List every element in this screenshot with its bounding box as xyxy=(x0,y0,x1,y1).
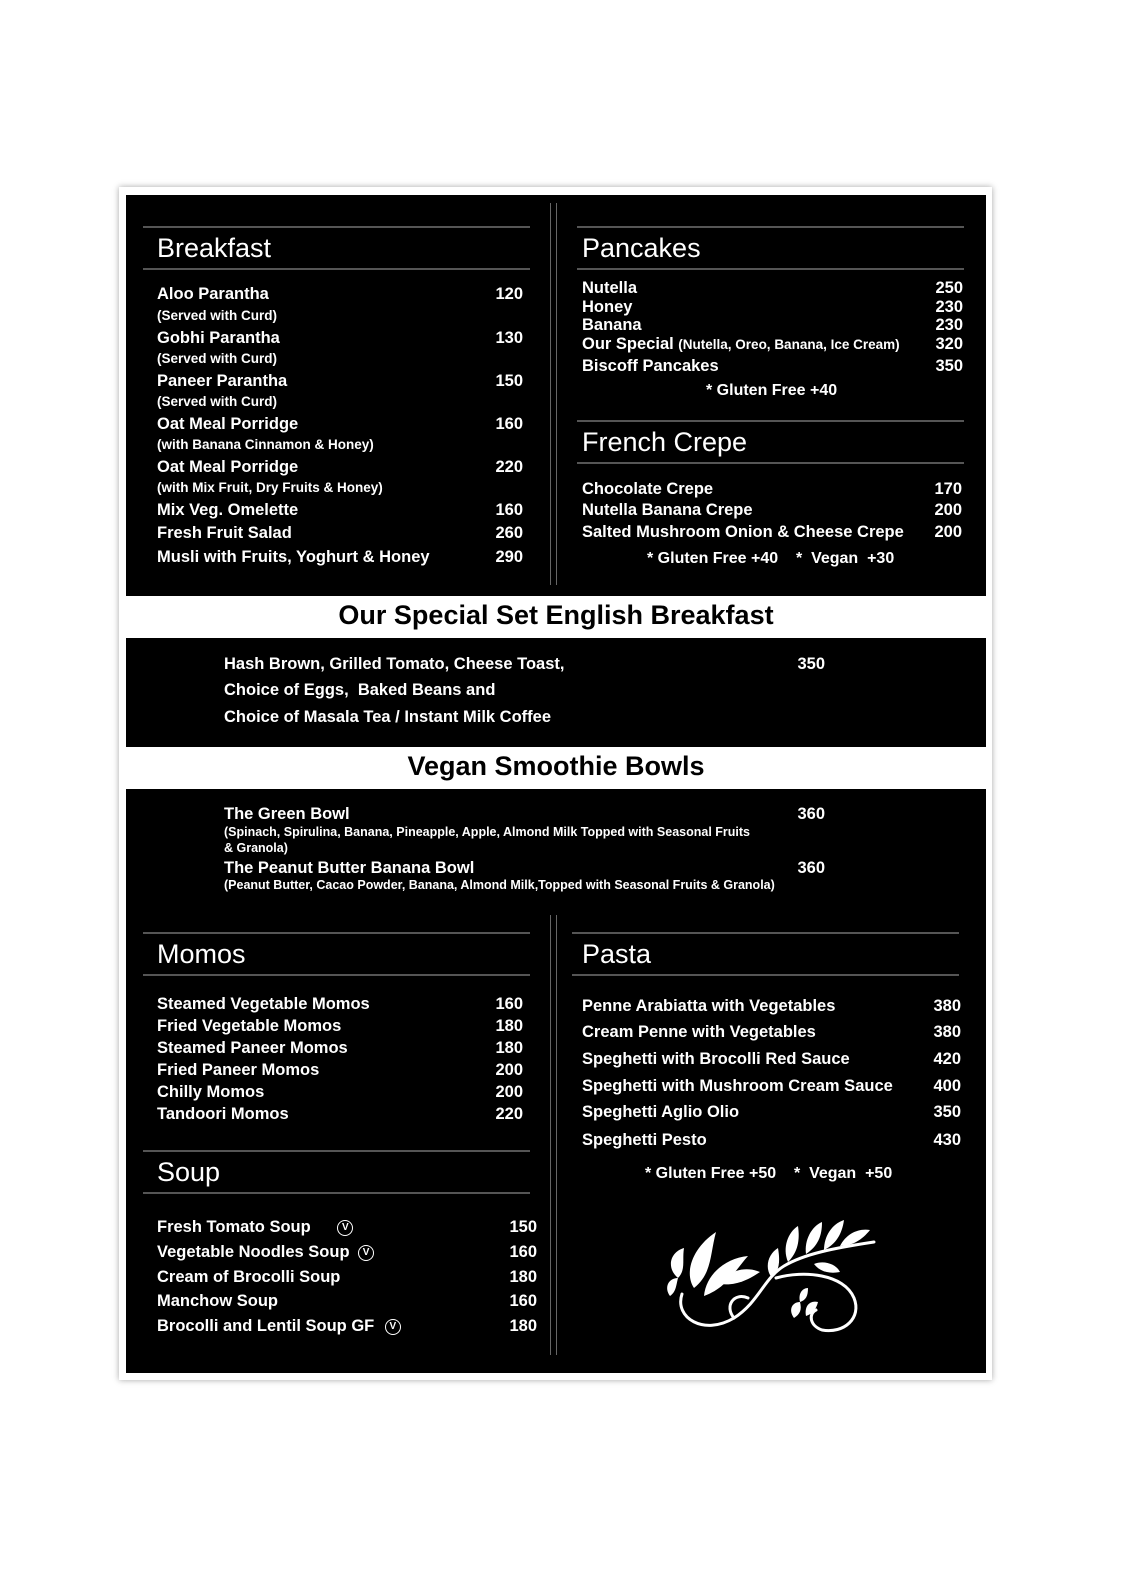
breakfast-item-6: Mix Veg. Omelette xyxy=(157,501,299,519)
momos-item-2: Fried Vegetable Momos xyxy=(157,1017,342,1035)
pancake-item-2: Honey xyxy=(582,298,633,316)
pancake-price-4: 320 xyxy=(935,335,963,353)
pasta-price-5: 350 xyxy=(933,1103,961,1121)
smoothie-note-1a: (Spinach, Spirulina, Banana, Pineapple, Apple, Almond Milk Topped with Seasonal Fruits xyxy=(224,825,750,839)
english-line-2: Choice of Eggs, Baked Beans and xyxy=(224,681,496,699)
soup-item-1-name: Fresh Tomato Soup xyxy=(157,1218,311,1236)
pancakes-extras: * Gluten Free +40 xyxy=(706,382,838,399)
breakfast-note-2: (Served with Curd) xyxy=(157,351,278,366)
momos-title: Momos xyxy=(143,932,530,976)
vegan-mark-icon: V xyxy=(385,1319,401,1335)
pancake-item-1: Nutella xyxy=(582,279,638,297)
crepe-title: French Crepe xyxy=(577,420,964,464)
top-divider xyxy=(550,203,557,585)
momos-item-5: Chilly Momos xyxy=(157,1083,265,1101)
crepe-price-2: 200 xyxy=(934,501,962,519)
pancake-item-4-note: (Nutella, Oreo, Banana, Ice Cream) xyxy=(678,337,900,352)
smoothie-title: Vegan Smoothie Bowls xyxy=(126,747,986,789)
breakfast-note-3: (Served with Curd) xyxy=(157,394,278,409)
pasta-price-1: 380 xyxy=(933,997,961,1015)
pasta-price-2: 380 xyxy=(933,1023,961,1041)
crepe-item-1: Chocolate Crepe xyxy=(582,480,714,498)
breakfast-item-2: Gobhi Parantha xyxy=(157,329,280,347)
pasta-extras: * Gluten Free +50 * Vegan +50 xyxy=(645,1165,893,1182)
momos-price-1: 160 xyxy=(495,995,523,1013)
english-line-1: Hash Brown, Grilled Tomato, Cheese Toast, xyxy=(224,655,565,673)
pasta-item-3: Speghetti with Brocolli Red Sauce xyxy=(582,1050,850,1068)
soup-item-2-name: Vegetable Noodles Soup xyxy=(157,1243,350,1261)
breakfast-item-7: Fresh Fruit Salad xyxy=(157,524,292,542)
pasta-title: Pasta xyxy=(572,932,959,976)
pancake-price-5: 350 xyxy=(935,357,963,375)
soup-price-5: 180 xyxy=(509,1317,537,1335)
breakfast-price-7: 260 xyxy=(495,524,523,542)
smoothie-note-2: (Peanut Butter, Cacao Powder, Banana, Almond Milk,Topped with Seasonal Fruits & Granola) xyxy=(224,878,775,892)
crepe-price-1: 170 xyxy=(934,480,962,498)
breakfast-price-8: 290 xyxy=(495,548,523,566)
breakfast-item-3: Paneer Parantha xyxy=(157,372,288,390)
soup-item-5-name: Brocolli and Lentil Soup GF xyxy=(157,1317,375,1335)
pancake-price-1: 250 xyxy=(935,279,963,297)
smoothie-note-1b: & Granola) xyxy=(224,841,288,855)
soup-price-1: 150 xyxy=(509,1218,537,1236)
soup-item-1 xyxy=(157,1218,353,1237)
breakfast-item-1: Aloo Parantha xyxy=(157,285,269,303)
pancake-price-2: 230 xyxy=(935,298,963,316)
breakfast-title: Breakfast xyxy=(143,226,530,270)
breakfast-price-6: 160 xyxy=(495,501,523,519)
soup-item-4: Manchow Soup xyxy=(157,1292,278,1310)
pasta-item-2: Cream Penne with Vegetables xyxy=(582,1023,816,1041)
breakfast-item-4: Oat Meal Porridge xyxy=(157,415,299,433)
breakfast-price-3: 150 xyxy=(495,372,523,390)
english-breakfast-title: Our Special Set English Breakfast xyxy=(126,596,986,638)
soup-title: Soup xyxy=(143,1150,530,1194)
pasta-price-4: 400 xyxy=(933,1077,961,1095)
pasta-price-6: 430 xyxy=(933,1131,961,1149)
pancakes-title: Pancakes xyxy=(577,226,964,270)
pancake-item-4 xyxy=(582,335,900,354)
momos-price-4: 200 xyxy=(495,1061,523,1079)
momos-item-3: Steamed Paneer Momos xyxy=(157,1039,348,1057)
breakfast-note-5: (with Mix Fruit, Dry Fruits & Honey) xyxy=(157,480,383,495)
momos-item-6: Tandoori Momos xyxy=(157,1105,289,1123)
momos-item-1: Steamed Vegetable Momos xyxy=(157,995,370,1013)
breakfast-price-1: 120 xyxy=(495,285,523,303)
soup-item-3: Cream of Brocolli Soup xyxy=(157,1268,341,1286)
momos-price-2: 180 xyxy=(495,1017,523,1035)
pasta-item-5: Speghetti Aglio Olio xyxy=(582,1103,740,1121)
smoothie-price-2: 360 xyxy=(797,859,825,877)
breakfast-item-8: Musli with Fruits, Yoghurt & Honey xyxy=(157,548,430,566)
soup-item-2 xyxy=(157,1243,374,1262)
breakfast-price-5: 220 xyxy=(495,458,523,476)
breakfast-price-4: 160 xyxy=(495,415,523,433)
momos-price-3: 180 xyxy=(495,1039,523,1057)
breakfast-item-5: Oat Meal Porridge xyxy=(157,458,299,476)
pasta-price-3: 420 xyxy=(933,1050,961,1068)
breakfast-note-1: (Served with Curd) xyxy=(157,308,278,323)
soup-price-3: 180 xyxy=(509,1268,537,1286)
vegan-mark-icon: V xyxy=(358,1245,374,1261)
smoothie-item-1: The Green Bowl xyxy=(224,805,350,823)
pancake-item-3: Banana xyxy=(582,316,642,334)
breakfast-note-4: (with Banana Cinnamon & Honey) xyxy=(157,437,374,452)
momos-item-4: Fried Paneer Momos xyxy=(157,1061,320,1079)
floral-ornament-icon xyxy=(664,1218,880,1340)
momos-price-6: 220 xyxy=(495,1105,523,1123)
crepe-price-3: 200 xyxy=(934,523,962,541)
bottom-divider xyxy=(550,915,557,1355)
pancake-item-4-name: Our Special xyxy=(582,335,674,353)
pasta-item-1: Penne Arabiatta with Vegetables xyxy=(582,997,836,1015)
vegan-mark-icon: V xyxy=(337,1220,353,1236)
crepe-item-2: Nutella Banana Crepe xyxy=(582,501,753,519)
soup-price-2: 160 xyxy=(509,1243,537,1261)
pancake-item-5: Biscoff Pancakes xyxy=(582,357,719,375)
english-line-3: Choice of Masala Tea / Instant Milk Coffee xyxy=(224,708,552,726)
momos-price-5: 200 xyxy=(495,1083,523,1101)
pasta-item-4: Speghetti with Mushroom Cream Sauce xyxy=(582,1077,893,1095)
pancake-price-3: 230 xyxy=(935,316,963,334)
pasta-item-6: Speghetti Pesto xyxy=(582,1131,707,1149)
crepe-extras: * Gluten Free +40 * Vegan +30 xyxy=(647,550,895,567)
crepe-item-3: Salted Mushroom Onion & Cheese Crepe xyxy=(582,523,904,541)
english-price: 350 xyxy=(797,655,825,673)
breakfast-price-2: 130 xyxy=(495,329,523,347)
smoothie-price-1: 360 xyxy=(797,805,825,823)
soup-item-5 xyxy=(157,1317,401,1336)
soup-price-4: 160 xyxy=(509,1292,537,1310)
smoothie-item-2: The Peanut Butter Banana Bowl xyxy=(224,859,475,877)
